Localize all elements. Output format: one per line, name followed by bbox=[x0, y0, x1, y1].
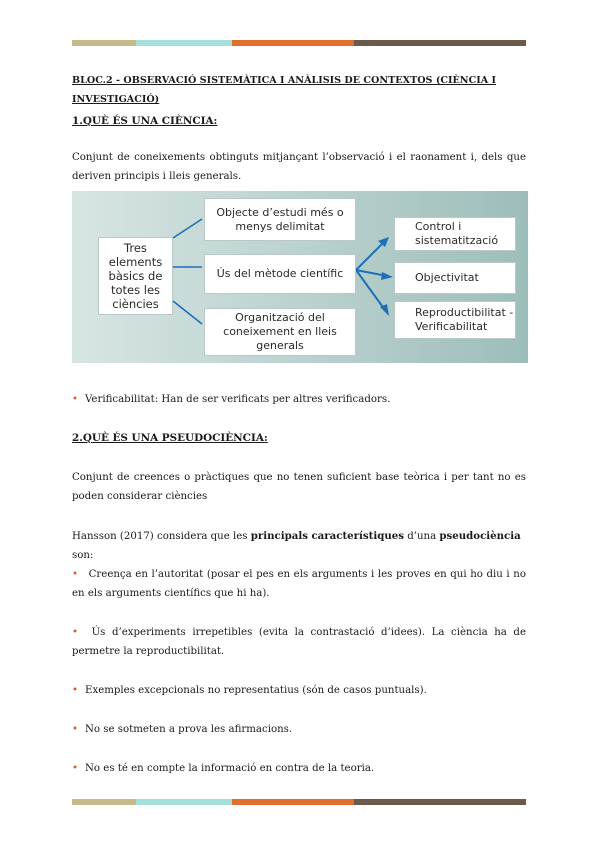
intro-text: son: bbox=[72, 550, 94, 561]
characteristic-item bbox=[72, 720, 526, 739]
bullet-dot-icon: • bbox=[72, 569, 79, 580]
characteristic-item bbox=[72, 759, 526, 778]
intro-text: Hansson (2017) considera que les bbox=[72, 531, 248, 542]
characteristic-item bbox=[72, 623, 526, 661]
result-box-control: Control i sistematització bbox=[394, 217, 516, 251]
result-box-objectivity: Objectivitat bbox=[394, 262, 516, 294]
result-box-reproducibility: Reproductibilitat - Verificabilitat bbox=[394, 301, 516, 339]
arrow-line bbox=[356, 242, 384, 270]
connector-line bbox=[173, 219, 202, 238]
verifiability-text: Han de ser verificats per altres verificadors. bbox=[161, 394, 391, 405]
characteristic-item bbox=[72, 565, 526, 603]
characteristic-text: Exemples excepcionals no representatius (són de casos puntuals). bbox=[85, 685, 427, 696]
verifiability-term: Verificabilitat: bbox=[85, 394, 159, 405]
characteristic-text: No es té en compte la informació en contra de la teoria. bbox=[85, 763, 375, 774]
characteristic-text: Creença en l’autoritat (posar el pes en els arguments i les proves en qui ho diu i no en els arguments científics que hi ha). bbox=[72, 569, 526, 599]
section-1-heading: 1.QUÈ ÉS UNA CIÈNCIA: bbox=[72, 115, 218, 127]
arrow-line bbox=[356, 270, 385, 310]
pseudoscience-definition: Conjunt de creences o pràctiques que no tenen suficient base teòrica i per tant no es poden considerar ciències bbox=[72, 472, 526, 502]
bullet-dot-icon: • bbox=[72, 685, 79, 696]
characteristic-item bbox=[72, 681, 526, 700]
top-color-bar bbox=[72, 40, 526, 46]
science-elements-diagram bbox=[72, 191, 528, 363]
bullet-dot-icon: • bbox=[72, 724, 79, 735]
intro-bold-characteristics: principals característiques bbox=[250, 530, 404, 542]
page-title: BLOC.2 - OBSERVACIÓ SISTEMÀTICA I ANÀLISIS DE CONTEXTOS (CIÈNCIA I INVESTIGACIÓ) bbox=[72, 75, 496, 105]
intro-bold-pseudoscience: pseudociència bbox=[439, 530, 521, 542]
characteristic-text: No se sotmeten a prova les afirmacions. bbox=[85, 724, 293, 735]
section-2-heading: 2.QUÈ ÉS UNA PSEUDOCIÈNCIA: bbox=[72, 432, 268, 444]
science-definition: Conjunt de coneixements obtinguts mitjançant l’observació i el raonament i, dels que deriven principis i lleis generals. bbox=[72, 152, 526, 182]
characteristic-text: Ús d’experiments irrepetibles (evita la contrastació d’idees). La ciència ha de permetre la reproductibilitat. bbox=[72, 627, 526, 657]
bullet-dot-icon: • bbox=[72, 763, 79, 774]
connector-line bbox=[173, 301, 202, 324]
arrow-head bbox=[381, 272, 393, 280]
hansson-intro bbox=[72, 527, 526, 565]
element-box-organization: Organització del coneixement en lleis generals bbox=[204, 308, 356, 356]
bullet-dot-icon: • bbox=[72, 394, 79, 405]
element-box-method: Ús del mètode científic bbox=[204, 254, 356, 294]
verifiability-note bbox=[72, 390, 526, 409]
bottom-color-bar bbox=[72, 799, 526, 805]
intro-text: d’una bbox=[407, 531, 437, 542]
root-box: Tres elements bàsics de totes les ciències bbox=[98, 237, 173, 315]
element-box-object: Objecte d’estudi més o menys delimitat bbox=[204, 198, 356, 241]
bullet-dot-icon: • bbox=[72, 627, 79, 638]
